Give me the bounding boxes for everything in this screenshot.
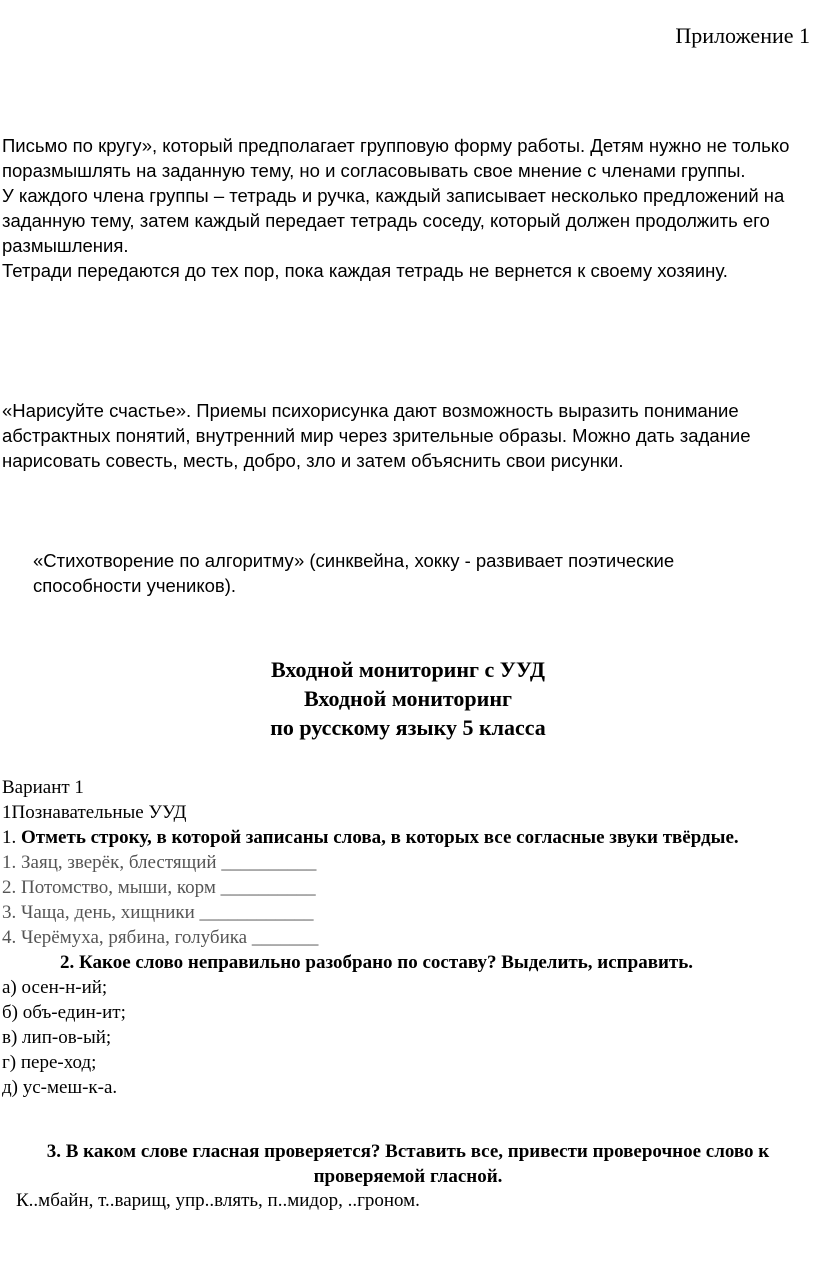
question-2-text: 2. Какое слово неправильно разобрано по составу? Выделить, исправить. [60,952,694,973]
q2-option-e: д) ус-меш-к-а. [2,1077,118,1098]
q1-option-3: 3. Чаща, день, хищники ____________ [2,902,314,923]
test-block [2,775,812,1100]
variant-label: Вариант 1 [2,777,84,798]
paragraph-3: Тетради передаются до тех пор, пока каждая тетрадь не вернется к своему хозяину. [2,260,728,281]
question-1-text: Отметь строку, в которой записаны слова, в которых все согласные звуки твёрдые. [21,827,739,848]
monitoring-title [0,655,816,742]
appendix-label: Приложение 1 [675,23,810,48]
question-1-number: 1. [2,827,17,848]
category-label: 1Познавательные УУД [2,802,187,823]
question-3-words: К..мбайн, т..варищ, упр..влять, п..мидор, ..гроном. [16,1190,420,1211]
q2-option-a: а) осен-н-ий; [2,977,108,998]
q2-option-b: б) объ-един-ит; [2,1002,126,1023]
section-poem-algorithm: «Стихотворение по алгоритму» (синквейна, хокку - развивает поэтические способности учеников). [33,550,675,596]
title-line-3: по русскому языку 5 класса [270,715,546,740]
section-draw-happiness: «Нарисуйте счастье». Приемы психорисунка дают возможность выразить понимание абстрактных понятий, внутренний мир через зрительные образы. Можно дать задание нарисовать совесть, месть, добро, зло и затем объяснить свои рисунки. [2,400,751,471]
q1-option-2: 2. Потомство, мыши, корм __________ [2,877,316,898]
title-line-2: Входной мониторинг [303,686,513,711]
q2-option-d: г) пере-ход; [2,1052,97,1073]
paragraph-1: Письмо по кругу», который предполагает групповую форму работы. Детям нужно не только поразмышлять на заданную тему, но и согласовывать свое мнение с членами группы. [2,135,790,181]
question-3-line-1: 3. В каком слове гласная проверяется? Вставить все, привести проверочное слово к [46,1141,770,1162]
paragraph-2: У каждого члена группы – тетрадь и ручка, каждый записывает несколько предложений на заданную тему, затем каждый передает тетрадь соседу, который должен продолжить его размышления. [2,185,785,256]
q1-option-4: 4. Черёмуха, рябина, голубика _______ [2,927,319,948]
question-3 [0,1139,816,1189]
question-3-line-2: проверяемой гласной. [313,1166,503,1187]
q2-option-c: в) лип-ов-ый; [2,1027,112,1048]
section-letter-circle [2,133,802,283]
question-1 [2,825,812,850]
q1-option-1: 1. Заяц, зверёк, блестящий __________ [2,852,317,873]
title-line-1: Входной мониторинг с УУД [270,657,545,682]
